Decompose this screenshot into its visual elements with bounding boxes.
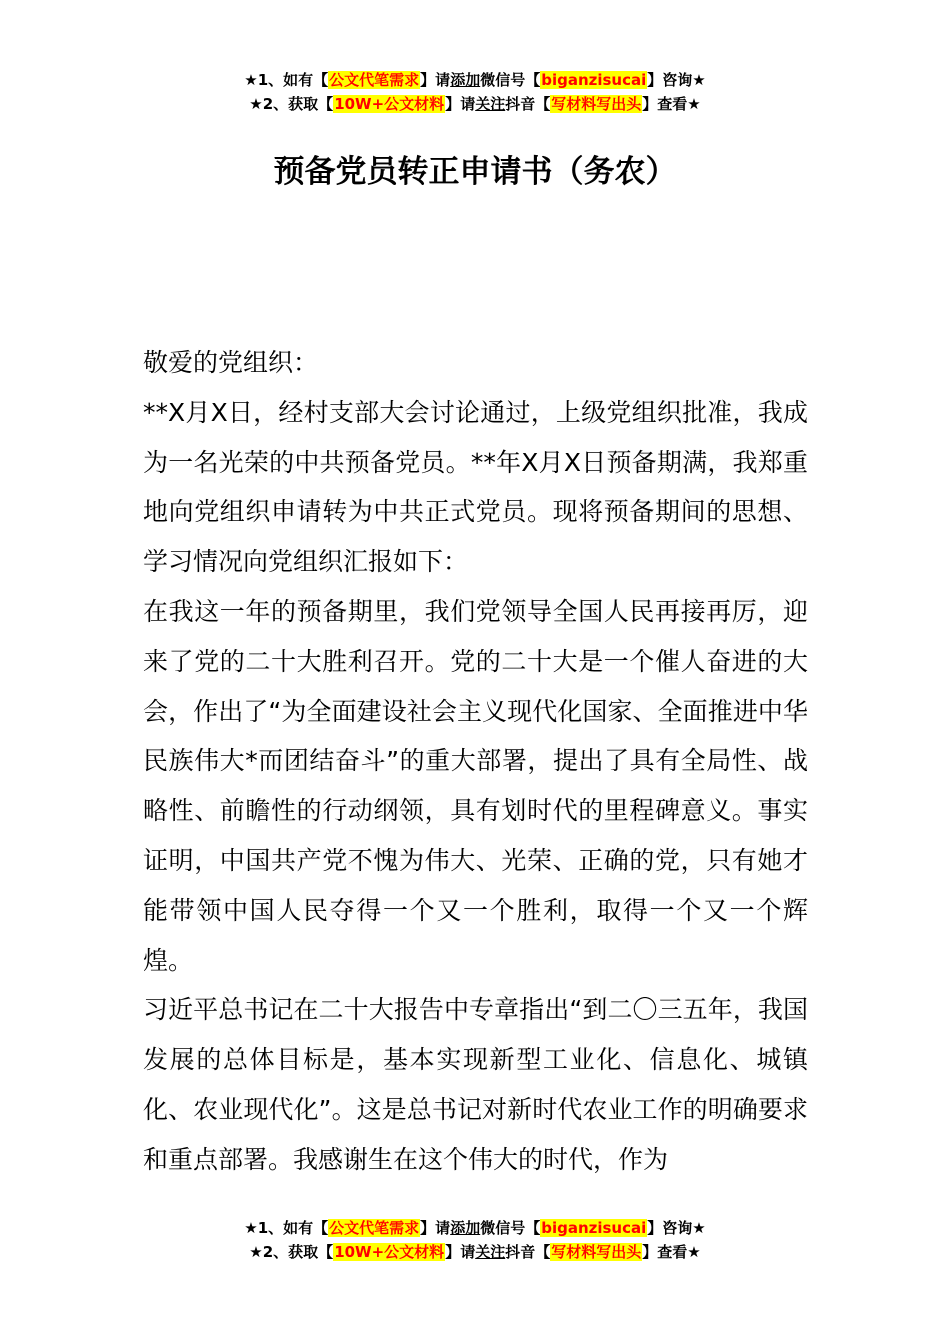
- document-body: [143, 338, 808, 1185]
- paragraph: **X月X日，经村支部大会讨论通过，上级党组织批准，我成为一名光荣的中共预备党员。**年X月X日预备期满，我郑重地向党组织申请转为中共正式党员。现将预备期间的思想、学习情况向党组织汇报如下：: [143, 397, 808, 577]
- highlight-douyin: 写材料写出头: [551, 1243, 642, 1261]
- salutation: 敬爱的党组织：: [143, 348, 319, 377]
- page-title: 预备党员转正申请书（务农）: [273, 154, 677, 190]
- header-banner: [0, 68, 950, 116]
- paragraph: 在我这一年的预备期里，我们党领导全国人民再接再厉，迎来了党的二十大胜利召开。党的二十大是一个催人奋进的大会，作出了“为全面建设社会主义现代化国家、全面推进中华民族伟大*而团结奋斗”的重大部署，提出了具有全局性、战略性、前瞻性的行动纲领，具有划时代的里程碑意义。事实证明，中国共产党不愧为伟大、光荣、正确的党，只有她才能带领中国人民夺得一个又一个胜利，取得一个又一个辉煌。: [143, 596, 808, 975]
- highlight-materials: 10W+公文材料: [334, 1243, 445, 1261]
- banner-line-2: ★2、获取【10W+公文材料】请关注抖音【写材料写出头】查看★: [249, 95, 701, 113]
- banner-line-1: ★1、如有【公文代笔需求】请添加微信号【biganzisucai】咨询★: [244, 1219, 706, 1237]
- highlight-douyin: 写材料写出头: [551, 95, 642, 113]
- highlight-ghostwriting: 公文代笔需求: [329, 71, 420, 89]
- banner-line-1: ★1、如有【公文代笔需求】请添加微信号【biganzisucai】咨询★: [244, 71, 706, 89]
- banner-line-2: ★2、获取【10W+公文材料】请关注抖音【写材料写出头】查看★: [249, 1243, 701, 1261]
- highlight-wechat-id: biganzisucai: [541, 1219, 647, 1237]
- highlight-wechat-id: biganzisucai: [541, 71, 647, 89]
- highlight-materials: 10W+公文材料: [334, 95, 445, 113]
- footer-banner: [0, 1216, 950, 1264]
- highlight-ghostwriting: 公文代笔需求: [329, 1219, 420, 1237]
- paragraph: 习近平总书记在二十大报告中专章指出“到二〇三五年，我国发展的总体目标是，基本实现新型工业化、信息化、城镇化、农业现代化”。这是总书记对新时代农业工作的明确要求和重点部署。我感谢生在这个伟大的时代，作为: [143, 995, 808, 1174]
